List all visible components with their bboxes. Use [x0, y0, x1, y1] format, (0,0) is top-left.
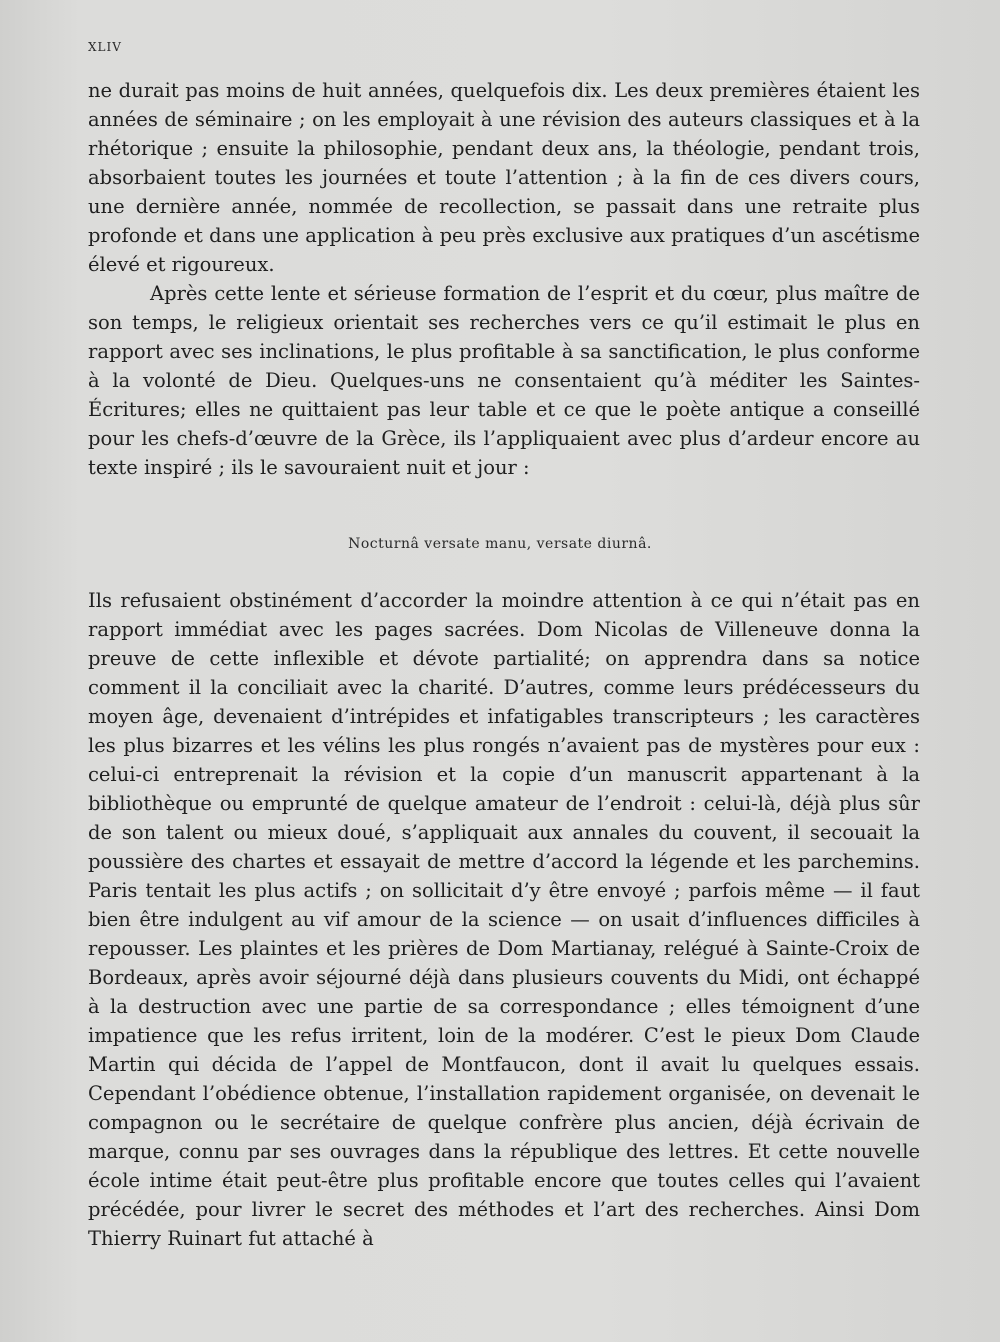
paragraph-2: Après cette lente et sérieuse formation de l’esprit et du cœur, plus maître de son temps, le religieux orientait ses recherches vers ce qu’il estimait le plus en rapport avec ses inclinations, le plus profitable à sa sanctification, le plus conforme à la volonté de Dieu. Quelques-uns ne consentaient qu’à méditer les Saintes-Écritures; elles ne quittaient pas leur table et ce que le poète antique a conseillé pour les chefs-d’œuvre de la Grèce, ils l’appliquaient avec plus d’ardeur encore au texte inspiré ; ils le savouraient nuit et jour :: [88, 282, 920, 479]
page-number: XLIV: [88, 40, 122, 54]
text-block-top: [88, 76, 920, 482]
paragraph-1: ne durait pas moins de huit années, quelquefois dix. Les deux premières étaient les années de séminaire ; on les employait à une révision des auteurs classiques et à la rhétorique ; ensuite la philosophie, pendant deux ans, la théologie, pendant trois, absorbaient toutes les journées et toute l’attention ; à la fin de ces divers cours, une dernière année, nommée de recollection, se passait dans une retraite plus profonde et dans une application à peu près exclusive aux pratiques d’un ascétisme élevé et rigoureux.: [88, 79, 920, 276]
latin-quotation: Nocturnâ versate manu, versate diurnâ.: [348, 536, 652, 552]
text-block-bottom: [88, 586, 920, 1253]
paragraph-3: Ils refusaient obstinément d’accorder la moindre attention à ce qui n’était pas en rapport immédiat avec les pages sacrées. Dom Nicolas de Villeneuve donna la preuve de cette inflexible et dévote partialité; on apprendra dans sa notice comment il la conciliait avec la charité. D’autres, comme leurs prédécesseurs du moyen âge, devenaient d’intrépides et infatigables transcripteurs ; les caractères les plus bizarres et les vélins les plus rongés n’avaient pas de mystères pour eux : celui-ci entreprenait la révision et la copie d’un manuscrit appartenant à la bibliothèque ou emprunté de quelque amateur de l’endroit : celui-là, déjà plus sûr de son talent ou mieux doué, s’appliquait aux annales du couvent, il secouait la poussière des chartes et essayait de mettre d’accord la légende et les parchemins. Paris tentait les plus actifs ; on sollicitait d’y être envoyé ; parfois même — il faut bien être indulgent au vif amour de la science — on usait d’influences difficiles à repousser. Les plaintes et les prières de Dom Martianay, relégué à Sainte-Croix de Bordeaux, après avoir séjourné déjà dans plusieurs couvents du Midi, ont échappé à la destruction avec une partie de sa correspondance ; elles témoignent d’une impatience que les refus irritent, loin de la modérer. C’est le pieux Dom Claude Martin qui décida de l’appel de Montfaucon, dont il avait lu quelques essais. Cependant l’obédience obtenue, l’installation rapidement organisée, on devenait le compagnon ou le secrétaire de quelque confrère plus ancien, déjà écrivain de marque, connu par ses ouvrages dans la république des lettres. Et cette nouvelle école intime était peut-être plus profitable encore que toutes celles qui l’avaient précédée, pour livrer le secret des méthodes et l’art des recherches. Ainsi Dom Thierry Ruinart fut attaché à: [88, 589, 920, 1250]
